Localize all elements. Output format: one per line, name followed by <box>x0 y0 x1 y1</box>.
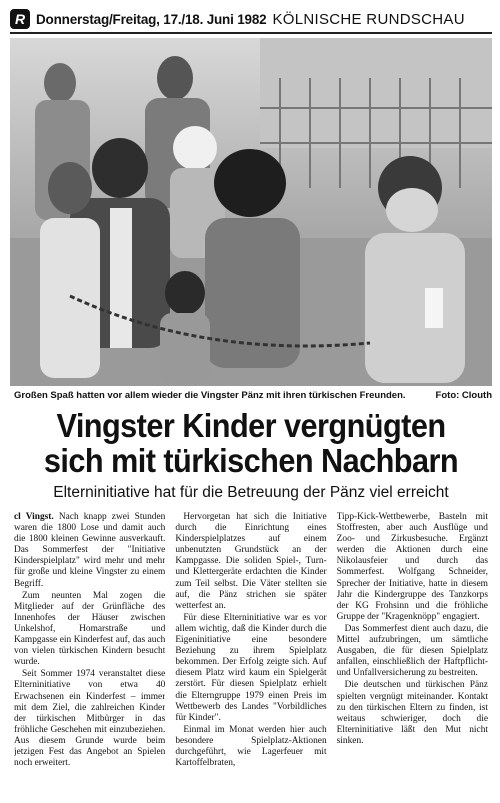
photo-caption: Großen Spaß hatten vor allem wieder die Vingster Pänz mit ihren türkischen Freunden. <box>14 389 406 401</box>
article-body <box>14 512 488 798</box>
photo-credit: Foto: Clouth <box>435 389 492 401</box>
article-column-1 <box>14 512 165 798</box>
paragraph: Seit Sommer 1974 veranstaltet diese Elterninitiative von etwa 40 Erwachsenen ein Kinderfest – immer mit dem Ziel, die zahlreichen Kinder der türkischen Mitbürger in das fröhliche Geschehen mit einzubeziehen. Aus diesem Grunde wurde beim jetzigen Fest das Angebot an Spielen noch erweitert. <box>14 669 166 769</box>
news-photo <box>10 38 492 386</box>
article-dateline: cl Vingst. <box>14 512 54 522</box>
headline <box>25 408 477 478</box>
photo-caption-row <box>14 388 492 402</box>
article-column-3 <box>337 512 488 798</box>
article-column-2 <box>175 512 326 798</box>
masthead <box>10 6 492 34</box>
headline-line-1: Vingster Kinder vergnügten <box>56 407 446 444</box>
paragraph: Für diese Elterninitiative war es vor allem wichtig, daß die Kinder durch die Eigeninitiative eine besondere Beziehung zu ihrem Spielplatz bekommen. Der Erfolg zeigte sich. Auf diesem Platz wird kaum ein Spielgerät zerstört. Für diesen Spielplatz erhielt die Elterngruppe 1979 einen Preis im Wettbewerb des Landes "Vorbildliches für Kinder". <box>175 612 327 723</box>
paragraph: cl Vingst. Nach knapp zwei Stunden waren die 1800 Lose und damit auch die 1800 kleinen Gewinne ausverkauft. Das Sommerfest der "Initiative Kinderspielplatz" wird mehr und mehr für große und kleine Vingster zu einem Begriff. <box>14 512 166 589</box>
subheadline: Elterninitiative hat für die Betreuung der Pänz viel erreicht <box>53 484 449 501</box>
paragraph: Die deutschen und türkischen Pänz spielten vergnügt miteinander. Kontakt zu den türkischen Eltern zu finden, ist weitaus schwieriger, doch die Elterninitiative läßt den Mut nicht sinken. <box>336 680 488 746</box>
newspaper-logo-icon: R <box>10 9 30 29</box>
paragraph: Das Sommerfest dient auch dazu, die Mittel aufzubringen, um sämtliche Ausgaben, die für diesen Spielplatz anfallen, einschließlich der Haftpflicht- und Unfallversicherung zu bestreiten. <box>336 623 488 679</box>
headline-line-2: sich mit türkischen Nachbarn <box>43 442 459 479</box>
newspaper-name: KÖLNISCHE RUNDSCHAU <box>272 10 465 28</box>
paragraph: Einmal im Monat werden hier auch besondere Spielplatz-Aktionen durchgeführt, wie Lagerfeuer mit Kartoffelbraten, <box>175 724 327 769</box>
paragraph: Hervorgetan hat sich die Initiative durch die Einrichtung eines Kinderspielplatzes auf einem unbenutzten Grundstück an der Kampgasse. Die soliden Spiel-, Turn- und Klettergeräte erdachten die Kinder zum Teil selbst. Die Väter stellten sie auf, die Pänz strichen sie später wetterfest an. <box>175 512 327 611</box>
paragraph: Zum neunten Mal zogen die Mitglieder auf der Grünfläche des Innenhofes der Häuser zwischen Unkelshof, Homarstraße und Kampgasse ein Kinderfest auf, das auch von vielen türkischen Kindern besucht wurde. <box>14 590 166 668</box>
issue-date: Donnerstag/Freitag, 17./18. Juni 1982 <box>36 11 267 27</box>
paragraph: Tipp-Kick-Wettbewerbe, Basteln mit Stoffresten, aber auch Ausflüge und Zoo- und Zirkusbesuche. Ergänzt werden die Aktionen durch eine Nikolausfeier und durch das Sommerfest. Wolfgang Schneider, Sprecher der Initiative, hatte in diesem Jahr die Kindergruppe des Tanzkorps der KG Frohsinn und die fröhliche Gruppe der "Kragenknöpp" engagiert. <box>336 512 488 622</box>
